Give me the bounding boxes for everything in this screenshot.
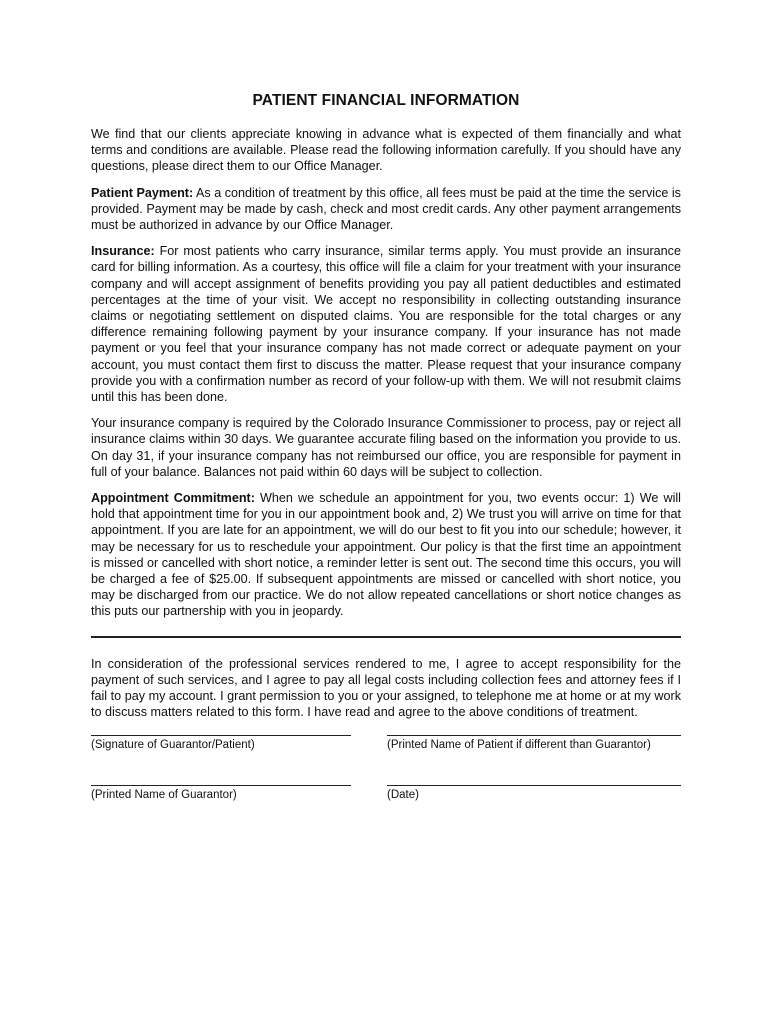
insurance-commissioner-paragraph: Your insurance company is required by the Colorado Insurance Commissioner to process, pay or reject all insurance claims within 30 days. We guarantee accurate filing based on the information you provide to us. On day 31, if your insurance company has not reimbursed our office, you are responsible for payment in full of your balance. Balances not paid within 60 days will be subject to collection. <box>91 416 681 479</box>
document-page <box>91 92 681 845</box>
guarantor-signature-field[interactable] <box>91 735 351 751</box>
patient-payment-text: As a condition of treatment by this office, all fees must be paid at the time the service is provided. Payment may be made by cash, check and most credit cards. Any other payment arrangements must be authorized in advance by our Office Manager. <box>91 185 681 233</box>
patient-payment-paragraph <box>91 185 681 234</box>
section-divider <box>91 636 681 638</box>
patient-printed-name-label: (Printed Name of Patient if different than Guarantor) <box>387 738 651 751</box>
insurance-paragraph <box>91 243 681 405</box>
guarantor-signature-label: (Signature of Guarantor/Patient) <box>91 738 255 751</box>
signature-line <box>387 735 681 736</box>
date-field[interactable] <box>387 785 681 801</box>
signature-line <box>387 785 681 786</box>
patient-printed-name-field[interactable] <box>387 735 681 751</box>
agreement-paragraph: In consideration of the professional services rendered to me, I agree to accept responsibility for the payment of such services, and I agree to pay all legal costs including collection fees and attorney fees if I fail to pay my account. I grant permission to you or your assigned, to telephone me at home or at my work to discuss matters related to this form. I have read and agree to the above conditions of treatment. <box>91 656 681 720</box>
date-label: (Date) <box>387 788 419 801</box>
signature-line <box>91 785 351 786</box>
appointment-text: When we schedule an appointment for you, two events occur: 1) We will hold that appointment time for you in our appointment book and, 2) We trust you will arrive on time for that appointment. If you are late for an appointment, we will do our best to fit you into our schedule; however, it may be necessary for us to reschedule your appointment. Our policy is that the first time an appointment is missed or cancelled with short notice, a reminder letter is sent out. The second time this occurs, you will be charged a fee of $25.00. If subsequent appointments are missed or cancelled with short notice, you may be discharged from our practice. We do not allow repeated cancellations or short notice changes as this puts our partnership with you in jeopardy. <box>91 491 681 619</box>
insurance-text: For most patients who carry insurance, similar terms apply. You must provide an insurance card for billing information. As a courtesy, this office will file a claim for your treatment with your insurance company and will accept assignment of benefits providing you pay all patient deductibles and estimated percentages at the time of your visit. We accept no responsibility in collecting outstanding insurance claims or negotiating settlement on disputed claims. You are responsible for the total charges or any difference remaining following payment by your insurance company. If your insurance has not made payment or you feel that your insurance company has not made correct or adequate payment on your account, you must contact them first to discuss the matter. Please request that your insurance company provide you with a confirmation number as record of your follow-up with them. We will not resubmit claims until this has been done. <box>91 244 681 405</box>
intro-paragraph: We find that our clients appreciate knowing in advance what is expected of them financially and what terms and conditions are available. Please read the following information carefully. If you should have any questions, please direct them to our Office Manager. <box>91 127 681 174</box>
appointment-paragraph <box>91 490 681 620</box>
signature-line <box>91 735 351 736</box>
guarantor-printed-name-field[interactable] <box>91 785 351 801</box>
appointment-heading: Appointment Commitment: <box>91 491 255 506</box>
patient-payment-heading: Patient Payment: <box>91 185 194 200</box>
signature-block <box>91 735 681 845</box>
insurance-heading: Insurance: <box>91 244 155 259</box>
page-title: PATIENT FINANCIAL INFORMATION <box>252 92 520 109</box>
guarantor-printed-name-label: (Printed Name of Guarantor) <box>91 788 237 801</box>
